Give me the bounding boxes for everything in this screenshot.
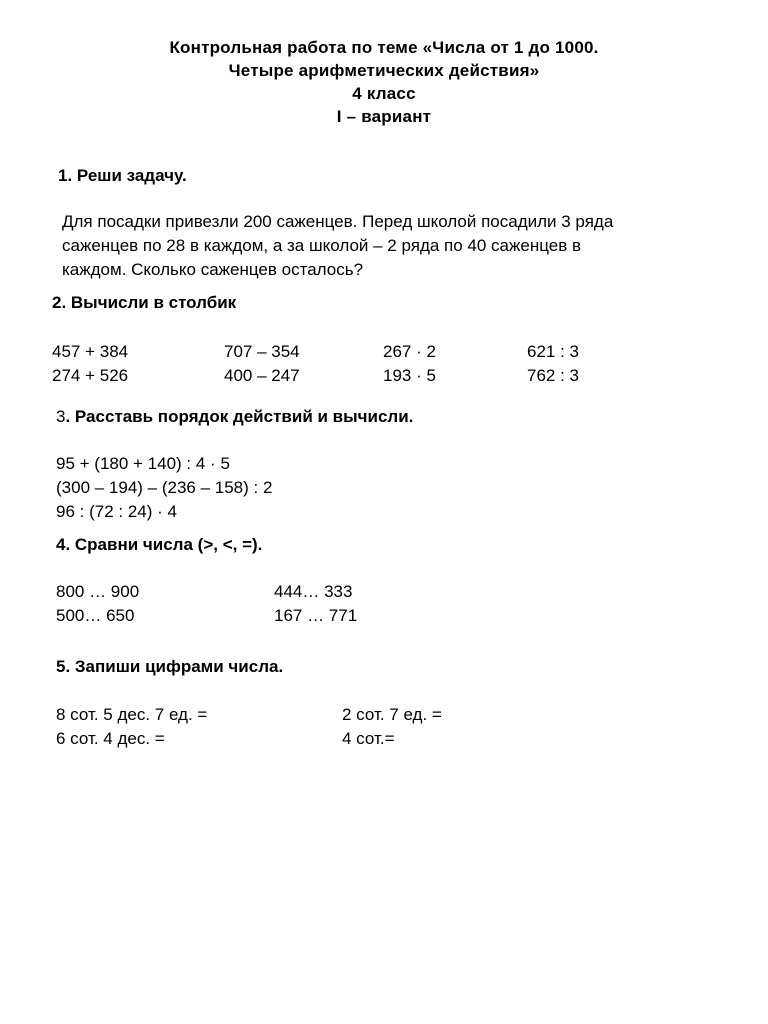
title-line-2: Четыре арифметических действия» (228, 61, 540, 80)
task1-text-line: саженцев по 28 в каждом, а за школой – 2 ряда по 40 саженцев в (62, 236, 582, 255)
task3-heading-number: 3 (56, 407, 66, 426)
task4-heading: 4. Сравни числа (>, <, =). (56, 535, 263, 554)
task2-heading: 2. Вычисли в столбик (52, 293, 237, 312)
task2-expression: 274 + 526 (52, 366, 129, 385)
task4-comparison: 500… 650 (56, 606, 135, 625)
title-line-4: I – вариант (336, 107, 432, 126)
task1-text-line: Для посадки привезли 200 саженцев. Перед школой посадили 3 ряда (62, 212, 614, 231)
task5-item: 8 сот. 5 дес. 7 ед. = (56, 705, 208, 724)
task5-item: 4 сот.= (342, 729, 395, 748)
task3-expression: 95 + (180 + 140) : 4 · 5 (56, 454, 230, 473)
title-line-3: 4 класс (352, 84, 416, 103)
task3-expression: 96 : (72 : 24) · 4 (56, 502, 177, 521)
task5-item: 2 сот. 7 ед. = (342, 705, 442, 724)
task2-expression: 400 – 247 (224, 366, 300, 385)
task2-expression: 707 – 354 (224, 342, 300, 361)
task2-expression: 267 · 2 (383, 342, 436, 361)
task3-heading (56, 406, 413, 428)
task4-comparison: 444… 333 (274, 582, 353, 601)
task4-comparison: 167 … 771 (274, 606, 358, 625)
title-line-1: Контрольная работа по теме «Числа от 1 до 1000. (169, 38, 599, 57)
task4-comparison: 800 … 900 (56, 582, 140, 601)
task1-heading: 1. Реши задачу. (58, 166, 187, 185)
task5-item: 6 сот. 4 дес. = (56, 729, 165, 748)
task2-expression: 621 : 3 (527, 342, 579, 361)
task2-expression: 762 : 3 (527, 366, 579, 385)
task5-heading: 5. Запиши цифрами числа. (56, 657, 284, 676)
task2-expression: 193 · 5 (383, 366, 436, 385)
task3-heading-text: . Расставь порядок действий и вычисли. (65, 407, 414, 426)
task3-expression: (300 – 194) – (236 – 158) : 2 (56, 478, 273, 497)
task1-text-line: каждом. Сколько саженцев осталось? (62, 260, 364, 279)
task2-expression: 457 + 384 (52, 342, 129, 361)
